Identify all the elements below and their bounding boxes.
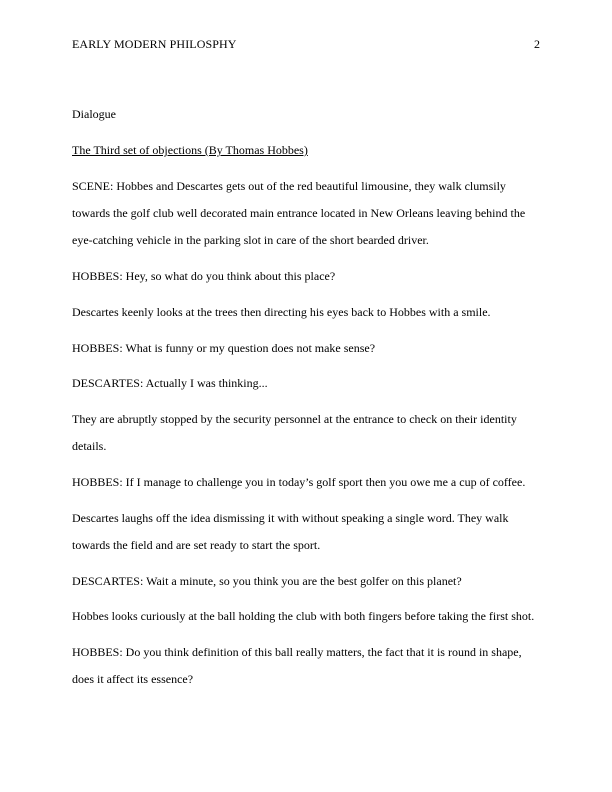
paragraph-line: HOBBES: Do you think definition of this ball really matters, the fact that it is round in shape, — [72, 645, 522, 659]
paragraph-hobbes-action — [72, 603, 542, 630]
paragraph-descartes-action-2 — [72, 505, 542, 559]
paragraph-line: HOBBES: If I manage to challenge you in today’s golf sport then you owe me a cup of coffee. — [72, 475, 526, 489]
paragraph-line: Descartes keenly looks at the trees then directing his eyes back to Hobbes with a smile. — [72, 305, 491, 319]
paragraph-line: They are abruptly stopped by the security personnel at the entrance to check on their identity — [72, 412, 517, 426]
paragraph-line: towards the golf club well decorated main entrance located in New Orleans leaving behind the — [72, 206, 526, 220]
paragraph-descartes-2 — [72, 568, 542, 595]
paragraph-descartes-action-1 — [72, 299, 542, 326]
document-title: The Third set of objections (By Thomas Hobbes) — [72, 143, 308, 157]
paragraph-hobbes-4 — [72, 639, 542, 693]
paragraph-line: eye-catching vehicle in the parking slot in care of the short bearded driver. — [72, 233, 429, 247]
paragraph-line: DESCARTES: Actually I was thinking... — [72, 376, 268, 390]
paragraph-line: details. — [72, 439, 107, 453]
paragraph-line: DESCARTES: Wait a minute, so you think you are the best golfer on this planet? — [72, 574, 462, 588]
paragraph-hobbes-1 — [72, 263, 542, 290]
page-number: 2 — [534, 37, 540, 51]
paragraph-hobbes-3 — [72, 469, 542, 496]
paragraph-scene — [72, 173, 542, 254]
paragraph-line: HOBBES: Hey, so what do you think about this place? — [72, 269, 336, 283]
running-head: EARLY MODERN PHILOSPHY — [72, 37, 237, 51]
page-header — [72, 37, 540, 53]
paragraph-line: does it affect its essence? — [72, 672, 194, 686]
paragraph-line: Hobbes looks curiously at the ball holding the club with both fingers before taking the first shot. — [72, 609, 535, 623]
section-label: Dialogue — [72, 107, 116, 121]
paragraph-line: Descartes laughs off the idea dismissing it with without speaking a single word. They walk — [72, 511, 509, 525]
paragraph-line: HOBBES: What is funny or my question does not make sense? — [72, 341, 376, 355]
paragraph-line: towards the field and are set ready to start the sport. — [72, 538, 321, 552]
paragraph-hobbes-2 — [72, 335, 542, 362]
paragraph-line: SCENE: Hobbes and Descartes gets out of the red beautiful limousine, they walk clumsily — [72, 179, 506, 193]
paragraph-descartes-1 — [72, 370, 542, 397]
paragraph-security — [72, 406, 542, 460]
